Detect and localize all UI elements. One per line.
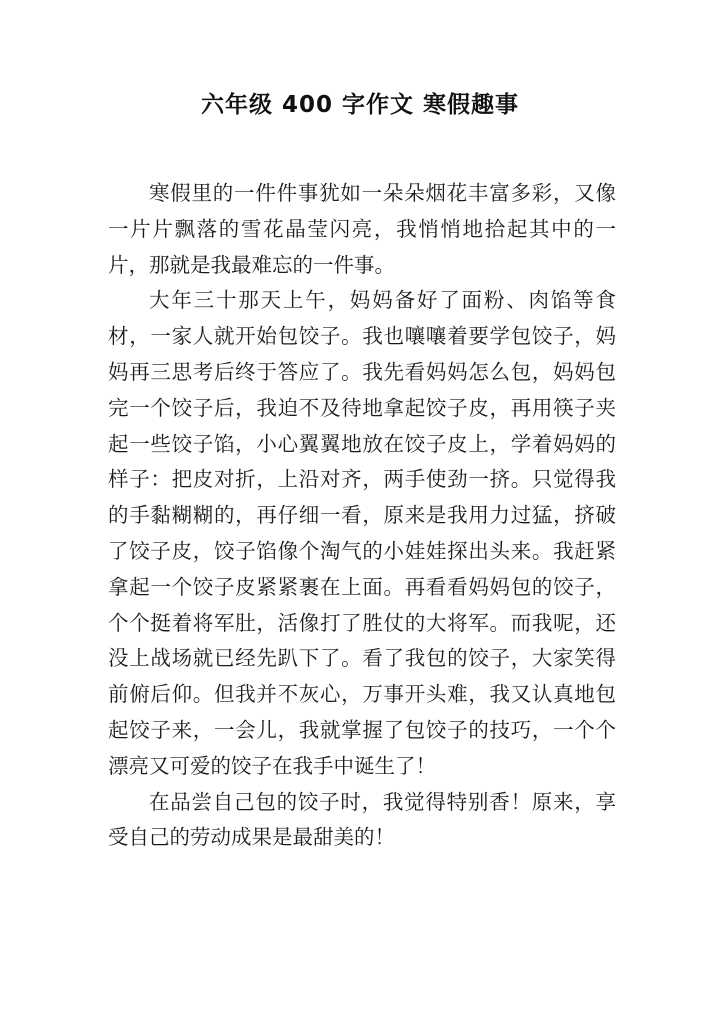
document-title: 六年级 400 字作文 寒假趣事 <box>200 92 520 118</box>
document-body <box>108 176 616 856</box>
paragraph-1: 寒假里的一件件事犹如一朵朵烟花丰富多彩，又像一片片飘落的雪花晶莹闪亮，我悄悄地拾起其中的一片，那就是我最难忘的一件事。 <box>108 181 616 277</box>
paragraph-2: 大年三十那天上午，妈妈备好了面粉、肉馅等食材，一家人就开始包饺子。我也嚷嚷着要学包饺子，妈妈再三思考后终于答应了。我先看妈妈怎么包，妈妈包完一个饺子后，我迫不及待地拿起饺子皮，再用筷子夹起一些饺子馅，小心翼翼地放在饺子皮上，学着妈妈的样子：把皮对折，上沿对齐，两手使劲一挤。只觉得我的手黏糊糊的，再仔细一看，原来是我用力过猛，挤破了饺子皮，饺子馅像个淘气的小娃娃探出头来。我赶紧拿起一个饺子皮紧紧裹在上面。再看看妈妈包的饺子，个个挺着将军肚，活像打了胜仗的大将军。而我呢，还没上战场就已经先趴下了。看了我包的饺子，大家笑得前俯后仰。但我并不灰心，万事开头难，我又认真地包起饺子来，一会儿，我就掌握了包饺子的技巧，一个个漂亮又可爱的饺子在我手中诞生了！ <box>108 288 616 778</box>
paragraph-3: 在品尝自己包的饺子时，我觉得特别香！原来，享受自己的劳动成果是最甜美的！ <box>108 789 616 850</box>
